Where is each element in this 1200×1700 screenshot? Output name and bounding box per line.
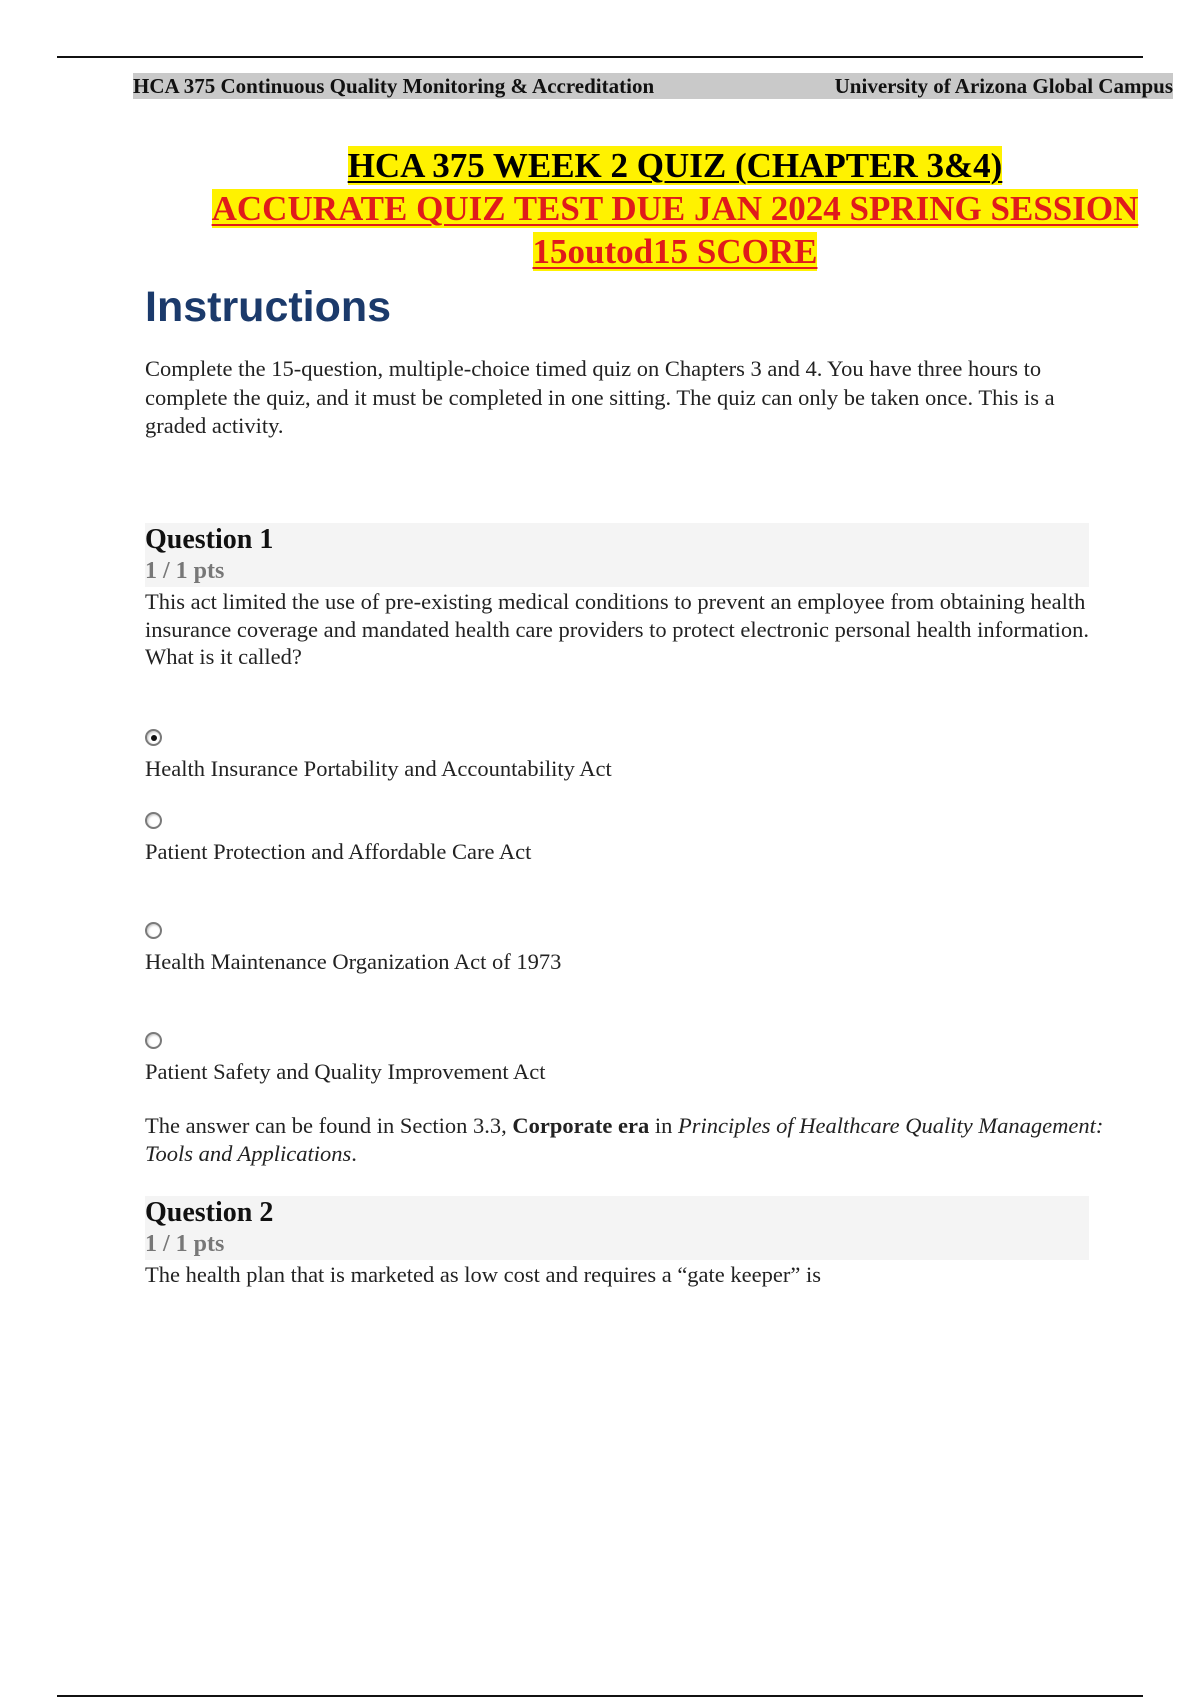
question-1-header bbox=[145, 523, 1089, 587]
header-institution: University of Arizona Global Campus bbox=[834, 74, 1173, 98]
header-course-title: HCA 375 Continuous Quality Monitoring & Accreditation bbox=[133, 74, 655, 98]
question-1-title: Question 1 bbox=[145, 524, 274, 555]
question-1-points: 1 / 1 pts bbox=[145, 558, 225, 584]
answer-book-title: Principles of Healthcare Quality Management: Tools and Applications bbox=[145, 1113, 1104, 1166]
running-header bbox=[133, 73, 1173, 99]
question-2-header bbox=[145, 1196, 1089, 1260]
instructions-heading: Instructions bbox=[145, 283, 392, 331]
radio-icon[interactable] bbox=[145, 922, 162, 939]
instructions-text: Complete the 15-question, multiple-choice timed quiz on Chapters 3 and 4. You have three hours to complete the quiz, and it must be completed in one sitting. The quiz can only be taken once. This is a graded activity. bbox=[145, 356, 1055, 438]
title-line-2: ACCURATE QUIZ TEST DUE JAN 2024 SPRING SESSION bbox=[211, 189, 1139, 228]
bottom-rule bbox=[57, 1695, 1143, 1697]
radio-icon[interactable] bbox=[145, 1032, 162, 1049]
question-1-answer-note: The answer can be found in Section 3.3, Corporate era in Principles of Healthcare Quality Management: Tools and Applications. bbox=[145, 1113, 1104, 1166]
radio-selected-icon[interactable] bbox=[145, 729, 162, 746]
answer-section-name: Corporate era bbox=[512, 1113, 650, 1138]
radio-icon[interactable] bbox=[145, 812, 162, 829]
option-label: Health Insurance Portability and Accountability Act bbox=[145, 756, 612, 781]
option-label: Patient Protection and Affordable Care Act bbox=[145, 839, 532, 864]
option-label: Patient Safety and Quality Improvement Act bbox=[145, 1059, 546, 1084]
title-line-3: 15outod15 SCORE bbox=[532, 232, 818, 271]
question-2-text: The health plan that is marketed as low cost and requires a “gate keeper” is bbox=[145, 1262, 821, 1287]
question-1-text: This act limited the use of pre-existing medical conditions to prevent an employee from obtaining health insurance coverage and mandated health care providers to protect electronic personal health information. What is it called? bbox=[145, 589, 1089, 669]
question-2-title: Question 2 bbox=[145, 1197, 274, 1228]
document-title bbox=[130, 144, 1200, 273]
top-rule bbox=[57, 56, 1143, 58]
question-2-points: 1 / 1 pts bbox=[145, 1231, 225, 1257]
option-label: Health Maintenance Organization Act of 1973 bbox=[145, 949, 562, 974]
title-line-1: HCA 375 WEEK 2 QUIZ (CHAPTER 3&4) bbox=[347, 146, 1003, 185]
